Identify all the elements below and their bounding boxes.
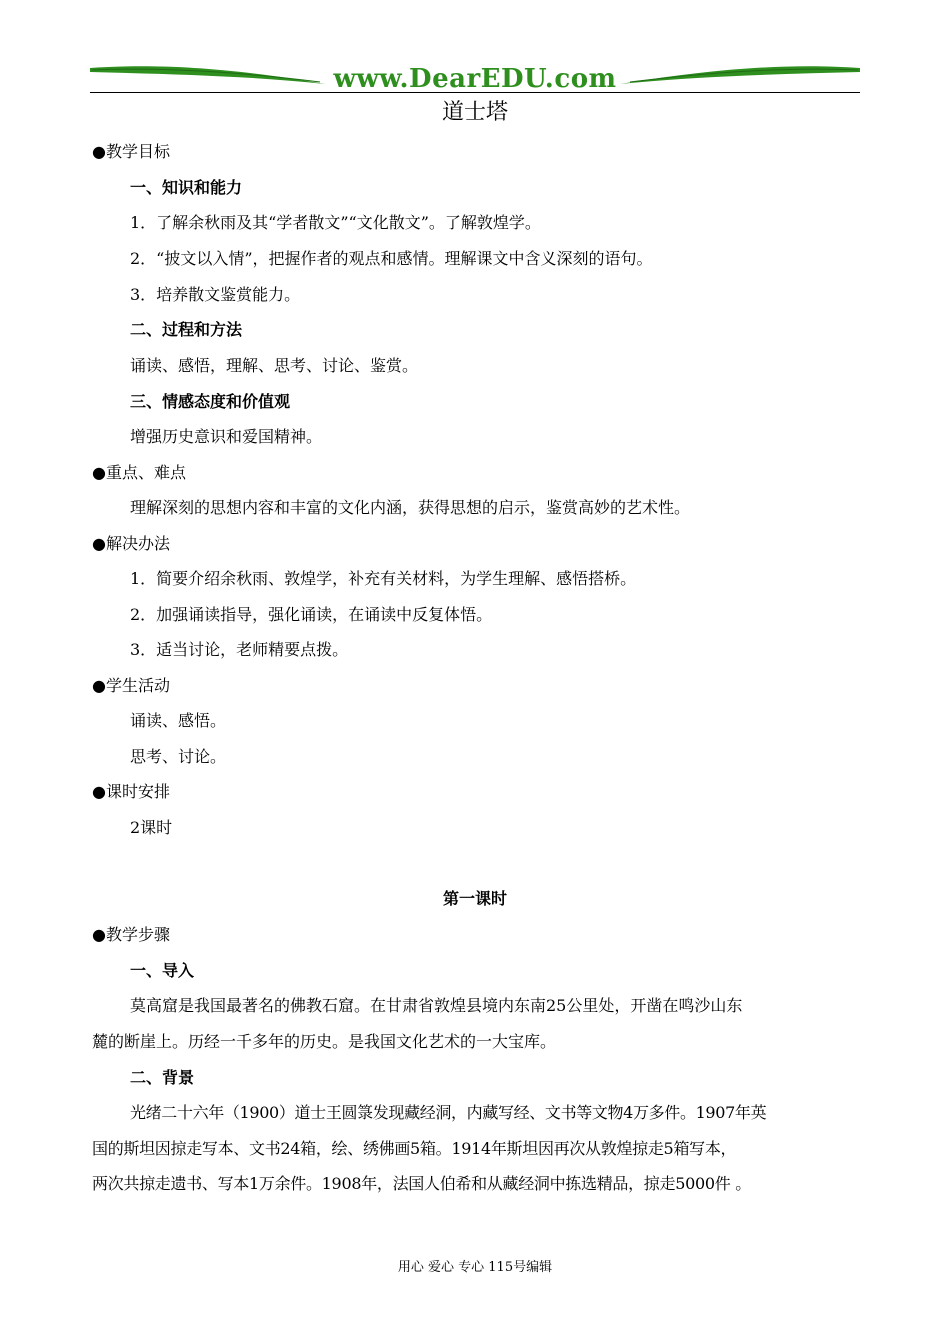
list-item: 2．“披文以入情”，把握作者的观点和感情。理解课文中含义深刻的语句。 [130,249,653,268]
body-text: 增强历史意识和爱国精神。 [130,427,323,446]
section-heading-steps [92,923,170,947]
list-item: 诵读、感悟。 [130,711,227,730]
list-item: 3．适当讨论，老师精要点拨。 [130,640,349,659]
list-item: 2．加强诵读指导，强化诵读，在诵读中反复体悟。 [130,605,493,624]
list-item: 1．简要介绍余秋雨、敦煌学，补充有关材料，为学生理解、感悟搭桥。 [130,569,637,588]
body-text: 2课时 [130,818,173,837]
document-title: 道士塔 [441,100,508,125]
section-heading-solutions [92,532,170,556]
section-heading-key-points [92,461,186,485]
bullet-icon: ● [92,534,106,553]
section-heading-schedule [92,780,170,804]
section-heading-activities [92,674,170,698]
subheading: 三、情感态度和价值观 [130,392,291,411]
paragraph-line: 麓的断崖上。历经一千多年的历史。是我国文化艺术的一大宝库。 [92,1032,557,1051]
list-item: 1．了解余秋雨及其“学者散文”“文化散文”。了解敦煌学。 [130,213,541,232]
subheading: 二、背景 [130,1068,195,1087]
list-item: 3．培养散文鉴赏能力。 [130,285,301,304]
subheading: 一、知识和能力 [130,178,243,197]
page-footer: 用心 爱心 专心 115号编辑 [397,1260,553,1275]
site-banner [90,62,860,96]
subheading: 二、过程和方法 [130,320,243,339]
section-heading-goals [92,140,170,164]
bullet-icon: ● [92,782,106,801]
body-text: 诵读、感悟，理解、思考、讨论、鉴赏。 [130,356,419,375]
paragraph-line: 光绪二十六年（1900）道士王圆箓发现藏经洞，内藏写经、文书等文物4万多件。1907年英 [130,1103,767,1122]
section-heading-label: 解决办法 [105,534,170,553]
bullet-icon: ● [92,463,106,482]
bullet-icon: ● [92,142,106,161]
section-heading-label: 教学步骤 [105,925,170,944]
section-heading-label: 学生活动 [105,676,170,695]
list-item: 思考、讨论。 [130,747,227,766]
section-heading-label: 课时安排 [105,782,170,801]
bullet-icon: ● [92,925,106,944]
lesson-title: 第一课时 [442,889,507,908]
section-heading-label: 重点、难点 [105,463,186,482]
paragraph-line: 莫高窟是我国最著名的佛教石窟。在甘肃省敦煌县境内东南25公里处，开凿在鸣沙山东 [130,996,743,1015]
subheading: 一、导入 [130,961,195,980]
site-url: www.DearEDU.com [333,64,617,94]
section-heading-label: 教学目标 [105,142,170,161]
bullet-icon: ● [92,676,106,695]
body-text: 理解深刻的思想内容和丰富的文化内涵，获得思想的启示，鉴赏高妙的艺术性。 [130,498,691,517]
paragraph-line: 国的斯坦因掠走写本、文书24箱，绘、绣佛画5箱。1914年斯坦因再次从敦煌掠走5箱写本， [92,1139,737,1158]
paragraph-line: 两次共掠走遗书、写本1万余件。1908年，法国人伯希和从藏经洞中拣选精品，掠走5000件 。 [92,1174,751,1193]
header-rule [90,92,860,93]
